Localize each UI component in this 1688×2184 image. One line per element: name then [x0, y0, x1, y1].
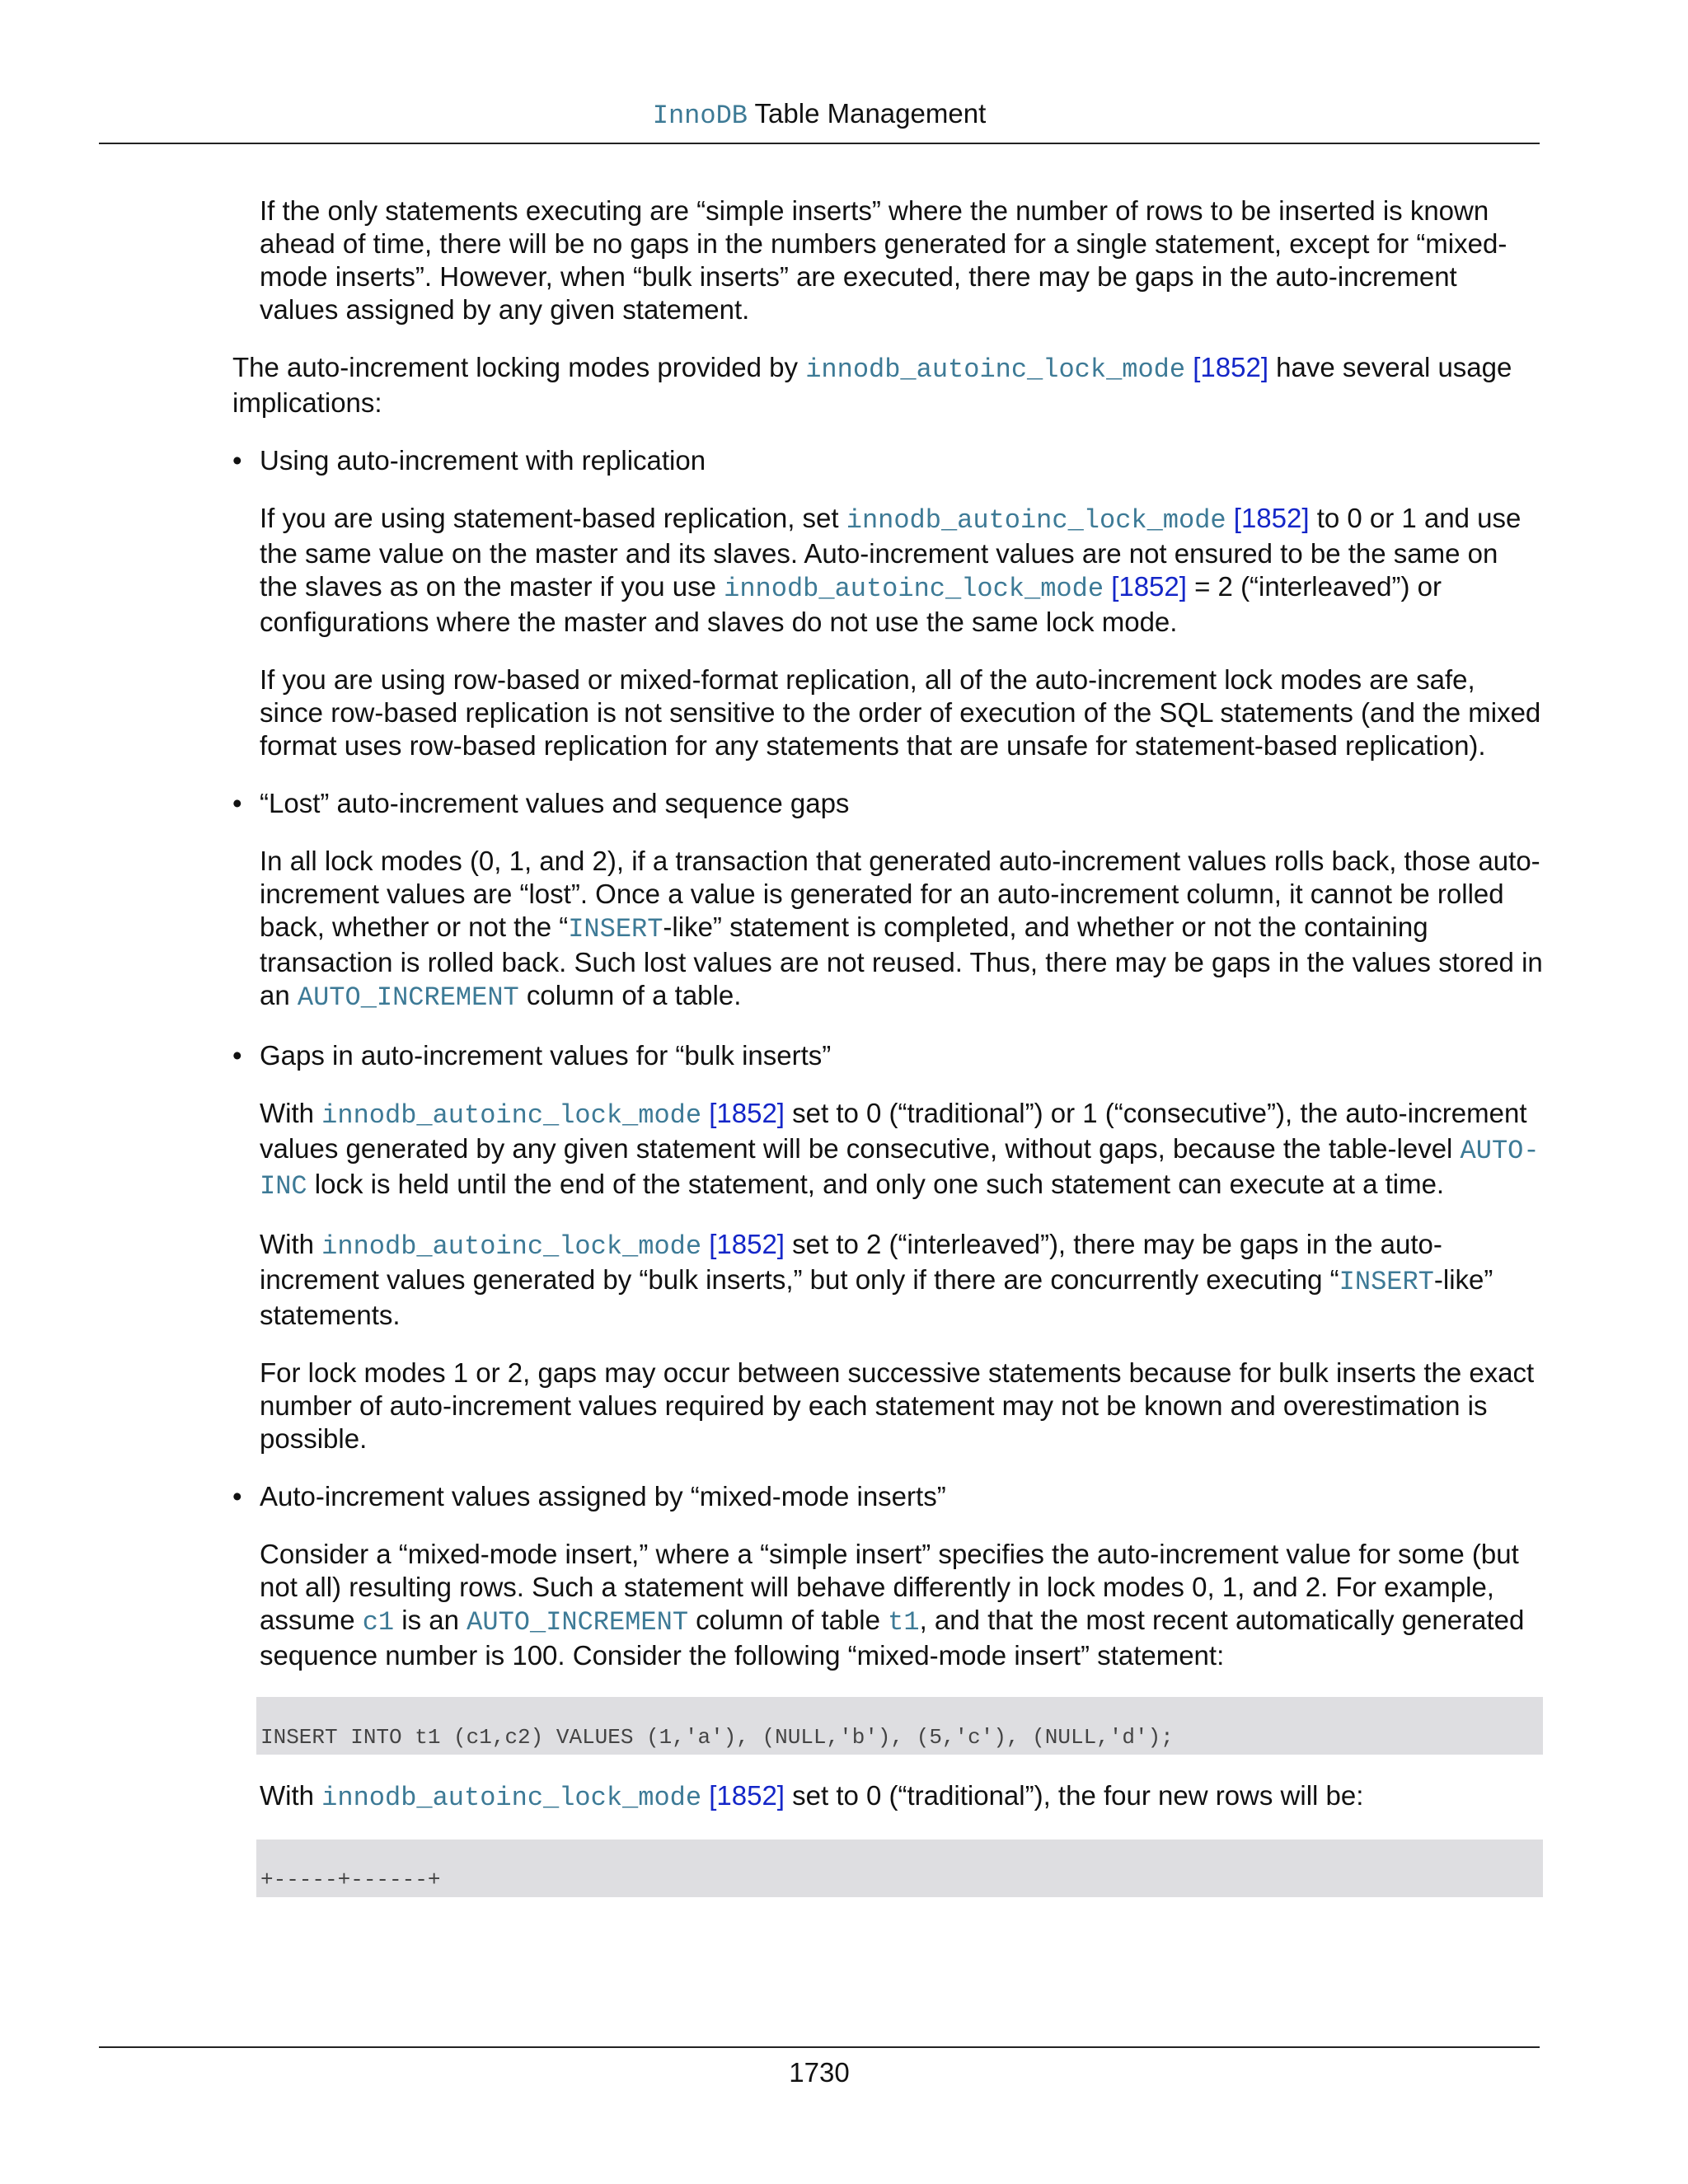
- bullet-icon: •: [232, 788, 242, 818]
- bullet-title: “Lost” auto-increment values and sequence gaps: [260, 788, 850, 818]
- bullet-item-mixed-mode: [232, 1480, 1543, 1672]
- code-t1: t1: [888, 1607, 920, 1638]
- reference-link[interactable]: [1852]: [1111, 571, 1187, 602]
- bullet-title: Using auto-increment with replication: [260, 445, 706, 476]
- code-innodb-autoinc-lock-mode: innodb_autoinc_lock_mode: [321, 1231, 702, 1262]
- reference-link[interactable]: [1852]: [709, 1780, 785, 1811]
- text: to 0 or 1 and use the same value on the master and its slaves. Auto-increment values are not ensured to be the same on the slaves as on the master if you use: [260, 503, 1522, 602]
- text: column of a table.: [518, 980, 742, 1010]
- text: Consider a “mixed-mode insert,” where a “simple insert” specifies the auto-increment value for some (but not all) resulting rows. Such a statement will behave differently in lock modes 0, 1, and 2. For example, assume: [260, 1539, 1519, 1635]
- text: is an: [394, 1605, 467, 1635]
- text: set to 0 (“traditional”), the four new rows will be:: [784, 1780, 1364, 1811]
- page-number: 1730: [789, 2057, 850, 2088]
- reference-link[interactable]: [1852]: [1193, 352, 1268, 382]
- text: lock is held until the end of the statement, and only one such statement can execute at a time.: [307, 1169, 1445, 1199]
- text: -like” statements.: [260, 1264, 1493, 1330]
- text: With: [260, 1229, 322, 1259]
- text: If you are using statement-based replication, set: [260, 503, 846, 533]
- text: , and that the most recent automatically generated sequence number is 100. Consider the following “mixed-mode insert” statement:: [260, 1605, 1525, 1671]
- text: -like” statement is completed, and whether or not the containing transaction is rolled back. Such lost values are not reused. Thus, there may be gaps in the values stored in an: [260, 912, 1543, 1010]
- page-content: [232, 194, 1543, 1922]
- reference-link[interactable]: [1852]: [709, 1229, 785, 1259]
- paragraph-row-based: If you are using row-based or mixed-format replication, all of the auto-increment lock modes are safe, since row-based replication is not sensitive to the order of execution of the SQL statements (and the mixed format uses row-based replication for any statements that are unsafe for statement-based replication).: [260, 664, 1541, 761]
- bullet-title: Auto-increment values assigned by “mixed-mode inserts”: [260, 1481, 946, 1511]
- text: column of table: [688, 1605, 889, 1635]
- code-block-insert-statement: INSERT INTO t1 (c1,c2) VALUES (1,'a'), (NULL,'b'), (5,'c'), (NULL,'d');: [256, 1697, 1543, 1755]
- code-insert: INSERT: [568, 914, 663, 944]
- paragraph-mixed-mode-insert: [260, 1538, 1543, 1672]
- header-code: InnoDB: [652, 101, 748, 131]
- reference-link[interactable]: [1852]: [1233, 503, 1310, 533]
- bullet-item-lost-values: [232, 787, 1543, 1015]
- paragraph-statement-based: [260, 502, 1543, 639]
- code-auto-increment: AUTO_INCREMENT: [467, 1607, 689, 1638]
- text: set to 0 (“traditional”) or 1 (“consecutive”), the auto-increment values generated by any given statement will be consecutive, without gaps, because the table-level: [260, 1098, 1527, 1164]
- text: = 2 (“interleaved”) or configurations where the master and slaves do not use the same lock mode.: [260, 571, 1442, 637]
- code-c1: c1: [362, 1607, 395, 1638]
- code-innodb-autoinc-lock-mode: innodb_autoinc_lock_mode: [805, 354, 1186, 385]
- text: set to 2 (“interleaved”), there may be gaps in the auto-increment values generated by “bulk inserts,” but only if there are concurrently executing “: [260, 1229, 1442, 1295]
- page-footer: [99, 2046, 1540, 2091]
- paragraph-lost-values: [260, 845, 1543, 1015]
- running-header: [99, 96, 1540, 144]
- text: In all lock modes (0, 1, and 2), if a transaction that generated auto-increment values rolls back, those auto-increment values are “lost”. Once a value is generated for an auto-increment column, it cannot be rolled back, whether or not the “: [260, 846, 1540, 942]
- text: With: [260, 1098, 322, 1128]
- bullet-icon: •: [232, 1040, 242, 1071]
- code-insert: INSERT: [1339, 1267, 1434, 1297]
- text: have several usage implications:: [232, 352, 1512, 418]
- text: With: [260, 1780, 322, 1811]
- code-innodb-autoinc-lock-mode: innodb_autoinc_lock_mode: [321, 1100, 702, 1131]
- code-auto-increment: AUTO_INCREMENT: [297, 982, 519, 1013]
- paragraph-interleaved: [260, 1228, 1543, 1332]
- bullet-icon: •: [232, 1481, 242, 1511]
- bullet-item-bulk-gaps: [232, 1039, 1543, 1455]
- header-title: Table Management: [747, 98, 987, 129]
- paragraph-simple-inserts: If the only statements executing are “simple inserts” where the number of rows to be inserted is known ahead of time, there will be no gaps in the numbers generated for a single statement, except for “mixed-mode inserts”. However, when “bulk inserts” are executed, there may be gaps in the auto-increment values assigned by any given statement.: [260, 195, 1507, 325]
- text: The auto-increment locking modes provided by: [232, 352, 806, 382]
- code-block-table-border: +-----+------+: [256, 1840, 1543, 1897]
- bullet-item-replication: [232, 444, 1543, 762]
- code-auto-inc: AUTO-INC: [260, 1136, 1540, 1202]
- code-innodb-autoinc-lock-mode: innodb_autoinc_lock_mode: [724, 574, 1104, 604]
- code-innodb-autoinc-lock-mode: innodb_autoinc_lock_mode: [321, 1783, 702, 1813]
- paragraph-four-rows: [260, 1779, 1543, 1815]
- code-innodb-autoinc-lock-mode: innodb_autoinc_lock_mode: [846, 505, 1226, 536]
- paragraph-traditional-consecutive: [260, 1097, 1543, 1203]
- paragraph-intro: [232, 351, 1543, 419]
- bullet-title: Gaps in auto-increment values for “bulk inserts”: [260, 1040, 832, 1071]
- reference-link[interactable]: [1852]: [709, 1098, 785, 1128]
- paragraph-lock-modes-gaps: For lock modes 1 or 2, gaps may occur between successive statements because for bulk inserts the exact number of auto-increment values required by each statement may not be known and overestimation is possible.: [260, 1357, 1535, 1454]
- bullet-icon: •: [232, 445, 242, 476]
